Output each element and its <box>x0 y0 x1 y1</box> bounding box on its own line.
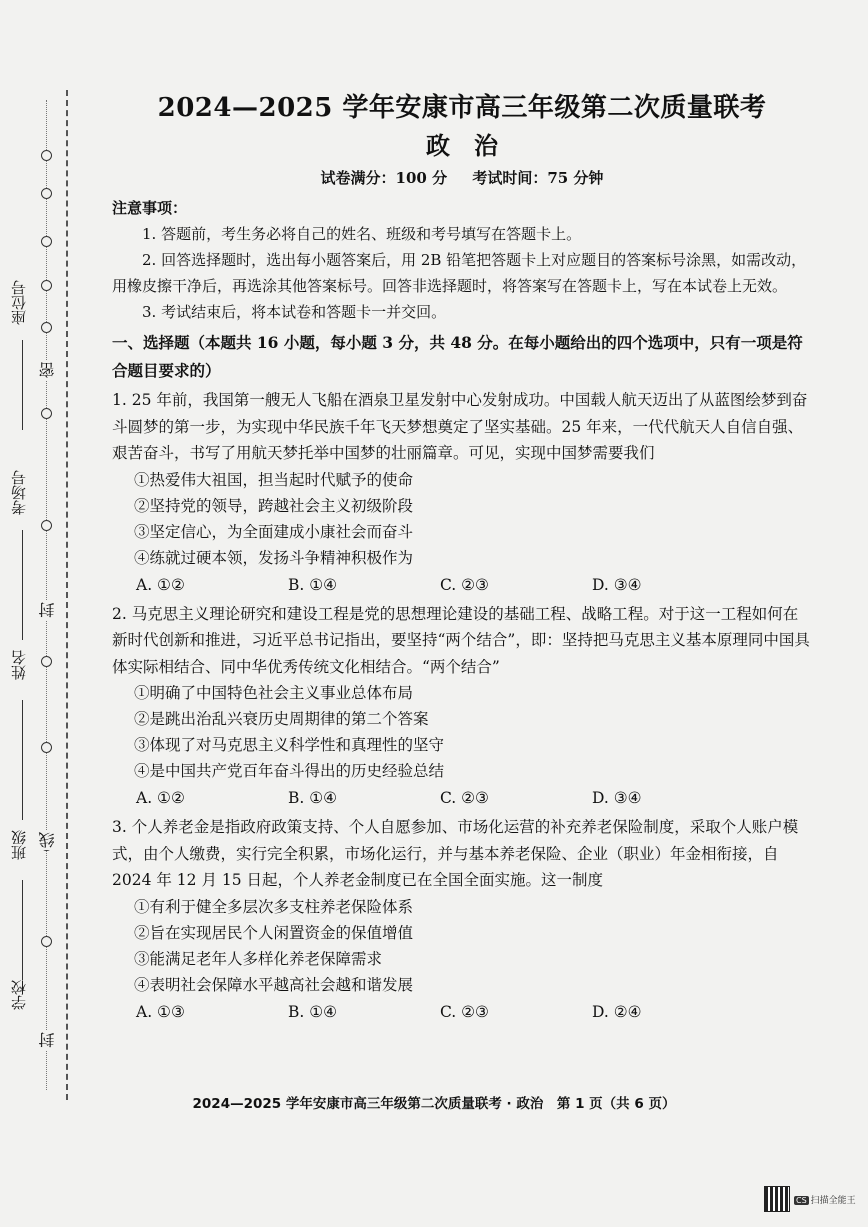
seal-word-feng-2: 封 <box>38 1032 57 1048</box>
scanner-badge: CS <box>796 1195 807 1205</box>
question-3 <box>112 814 812 1026</box>
statement: ①有利于健全多层次多支柱养老保险体系 <box>134 897 414 916</box>
choice-b: B. ①④ <box>288 1002 338 1021</box>
scanner-label <box>794 1193 856 1206</box>
binding-hole <box>41 520 52 531</box>
choice-b: B. ①④ <box>288 575 338 594</box>
exam-room-blank[interactable] <box>22 530 23 640</box>
seal-word-feng: 封 <box>38 602 57 618</box>
choice-a: A. ①② <box>136 575 185 594</box>
statement: ②是跳出治乱兴衰历史周期律的第二个答案 <box>134 710 429 728</box>
notice-item: 3. 考试结束后，将本试卷和答题卡一并交回。 <box>142 303 447 321</box>
answer-choices <box>112 784 812 812</box>
question-2 <box>112 601 812 813</box>
choice-a: A. ①② <box>136 789 185 807</box>
class-label: 班级 <box>10 830 28 860</box>
seal-word-xian: 线 <box>38 832 57 848</box>
answer-choices <box>112 571 812 599</box>
name-label: 姓名 <box>10 650 28 680</box>
seat-number-blank[interactable] <box>22 340 23 430</box>
seal-word-mi: 密 <box>38 362 57 378</box>
question-stem: 2. 马克思主义理论研究和建设工程是党的思想理论建设的基础工程、战略工程。对于这一工程如何在新时代创新和推进，习近平总书记指出，要坚持“两个结合”，即：坚持把马克思主义基本原理同中国具体实际相结合、同中华优秀传统文化相结合。“两个结合” <box>112 604 810 676</box>
choice-c: C. ②③ <box>440 575 489 594</box>
question-1 <box>112 387 812 599</box>
binding-hole <box>41 150 52 161</box>
choice-b: B. ①④ <box>288 789 338 807</box>
exam-content <box>112 88 812 1026</box>
choice-c: C. ②③ <box>440 1002 489 1021</box>
statement: ②坚持党的领导，跨越社会主义初级阶段 <box>134 496 414 515</box>
exam-title: 2024—2025 学年安康市高三年级第二次质量联考 <box>157 93 767 123</box>
choice-d: D. ②④ <box>592 1002 642 1021</box>
question-stem: 3. 个人养老金是指政府政策支持、个人自愿参加、市场化运营的补充养老保险制度，采取个人账户模式，由个人缴费，实行完全积累，市场化运行，并与基本养老保险、企业（职业）年金相衔接，自 2024 年 12 月 15 日起，个人养老金制度已在全国全面实施。这一制度 <box>112 818 799 889</box>
statement: ②旨在实现居民个人闲置资金的保值增值 <box>134 923 414 942</box>
notice-item: 2. 回答选择题时，选出每小题答案后，用 2B 铅笔把答题卡上对应题目的答案标号涂黑，如需改动，用橡皮擦干净后，再选涂其他答案标号。回答非选择题时，将答案写在答题卡上，写在本试卷上无效。 <box>112 251 807 295</box>
statement: ③能满足老年人多样化养老保障需求 <box>134 949 383 968</box>
binding-hole <box>41 236 52 247</box>
statement: ③体现了对马克思主义科学性和真理性的坚守 <box>134 736 445 754</box>
scanner-app-name: 扫描全能王 <box>810 1195 856 1206</box>
choice-c: C. ②③ <box>440 789 489 807</box>
binding-hole <box>41 188 52 199</box>
answer-choices <box>112 998 812 1026</box>
notice-title: 注意事项： <box>112 199 188 217</box>
binding-hole <box>41 742 52 753</box>
choice-d: D. ③④ <box>592 789 642 807</box>
binding-hole <box>41 656 52 667</box>
exam-duration: 考试时间：75 分钟 <box>472 169 604 187</box>
exam-subject: 政治 <box>426 131 522 160</box>
statement: ④表明社会保障水平越高社会越和谐发展 <box>134 975 414 994</box>
binding-hole <box>41 936 52 947</box>
qr-code-icon <box>764 1186 790 1212</box>
statement: ③坚定信心，为全面建成小康社会而奋斗 <box>134 522 414 541</box>
statement: ①明确了中国特色社会主义事业总体布局 <box>134 684 414 702</box>
notice-item: 1. 答题前，考生务必将自己的姓名、班级和考号填写在答题卡上。 <box>142 225 582 243</box>
seat-number-label: 座位号 <box>10 280 28 325</box>
section-heading: 一、选择题（本题共 16 小题，每小题 3 分，共 48 分。在每小题给出的四个选项中，只有一项是符合题目要求的） <box>112 333 803 380</box>
class-blank[interactable] <box>22 880 23 980</box>
name-blank[interactable] <box>22 700 23 820</box>
school-label: 学校 <box>10 980 28 1010</box>
statement: ④练就过硬本领，发扬斗争精神积极作为 <box>134 548 414 567</box>
binding-hole <box>41 408 52 419</box>
page-footer: 2024—2025 学年安康市高三年级第二次质量联考 · 政治 第 1 页（共 6 页） <box>192 1096 676 1112</box>
statement: ①热爱伟大祖国，担当起时代赋予的使命 <box>134 470 414 489</box>
binding-hole <box>41 322 52 333</box>
choice-a: A. ①③ <box>136 1002 185 1021</box>
exam-room-label: 考场号 <box>10 470 28 515</box>
statement: ④是中国共产党百年奋斗得出的历史经验总结 <box>134 762 445 780</box>
binding-hole <box>41 280 52 291</box>
choice-d: D. ③④ <box>592 575 642 594</box>
binding-dashed-line <box>66 90 68 1100</box>
binding-margin <box>0 90 110 1100</box>
exam-meta <box>112 164 812 192</box>
scanner-watermark <box>764 1182 860 1216</box>
question-stem: 1. 25 年前，我国第一艘无人飞船在酒泉卫星发射中心发射成功。中国载人航天迈出了从蓝图绘梦到奋斗圆梦的第一步，为实现中华民族千年飞天梦想奠定了坚实基础。25 年来，一代代航天人自信自强、艰苦奋斗，书写了用航天梦托举中国梦的壮丽篇章。可见，实现中国梦需要我们 <box>112 391 808 462</box>
full-score: 试卷满分：100 分 <box>320 169 448 187</box>
